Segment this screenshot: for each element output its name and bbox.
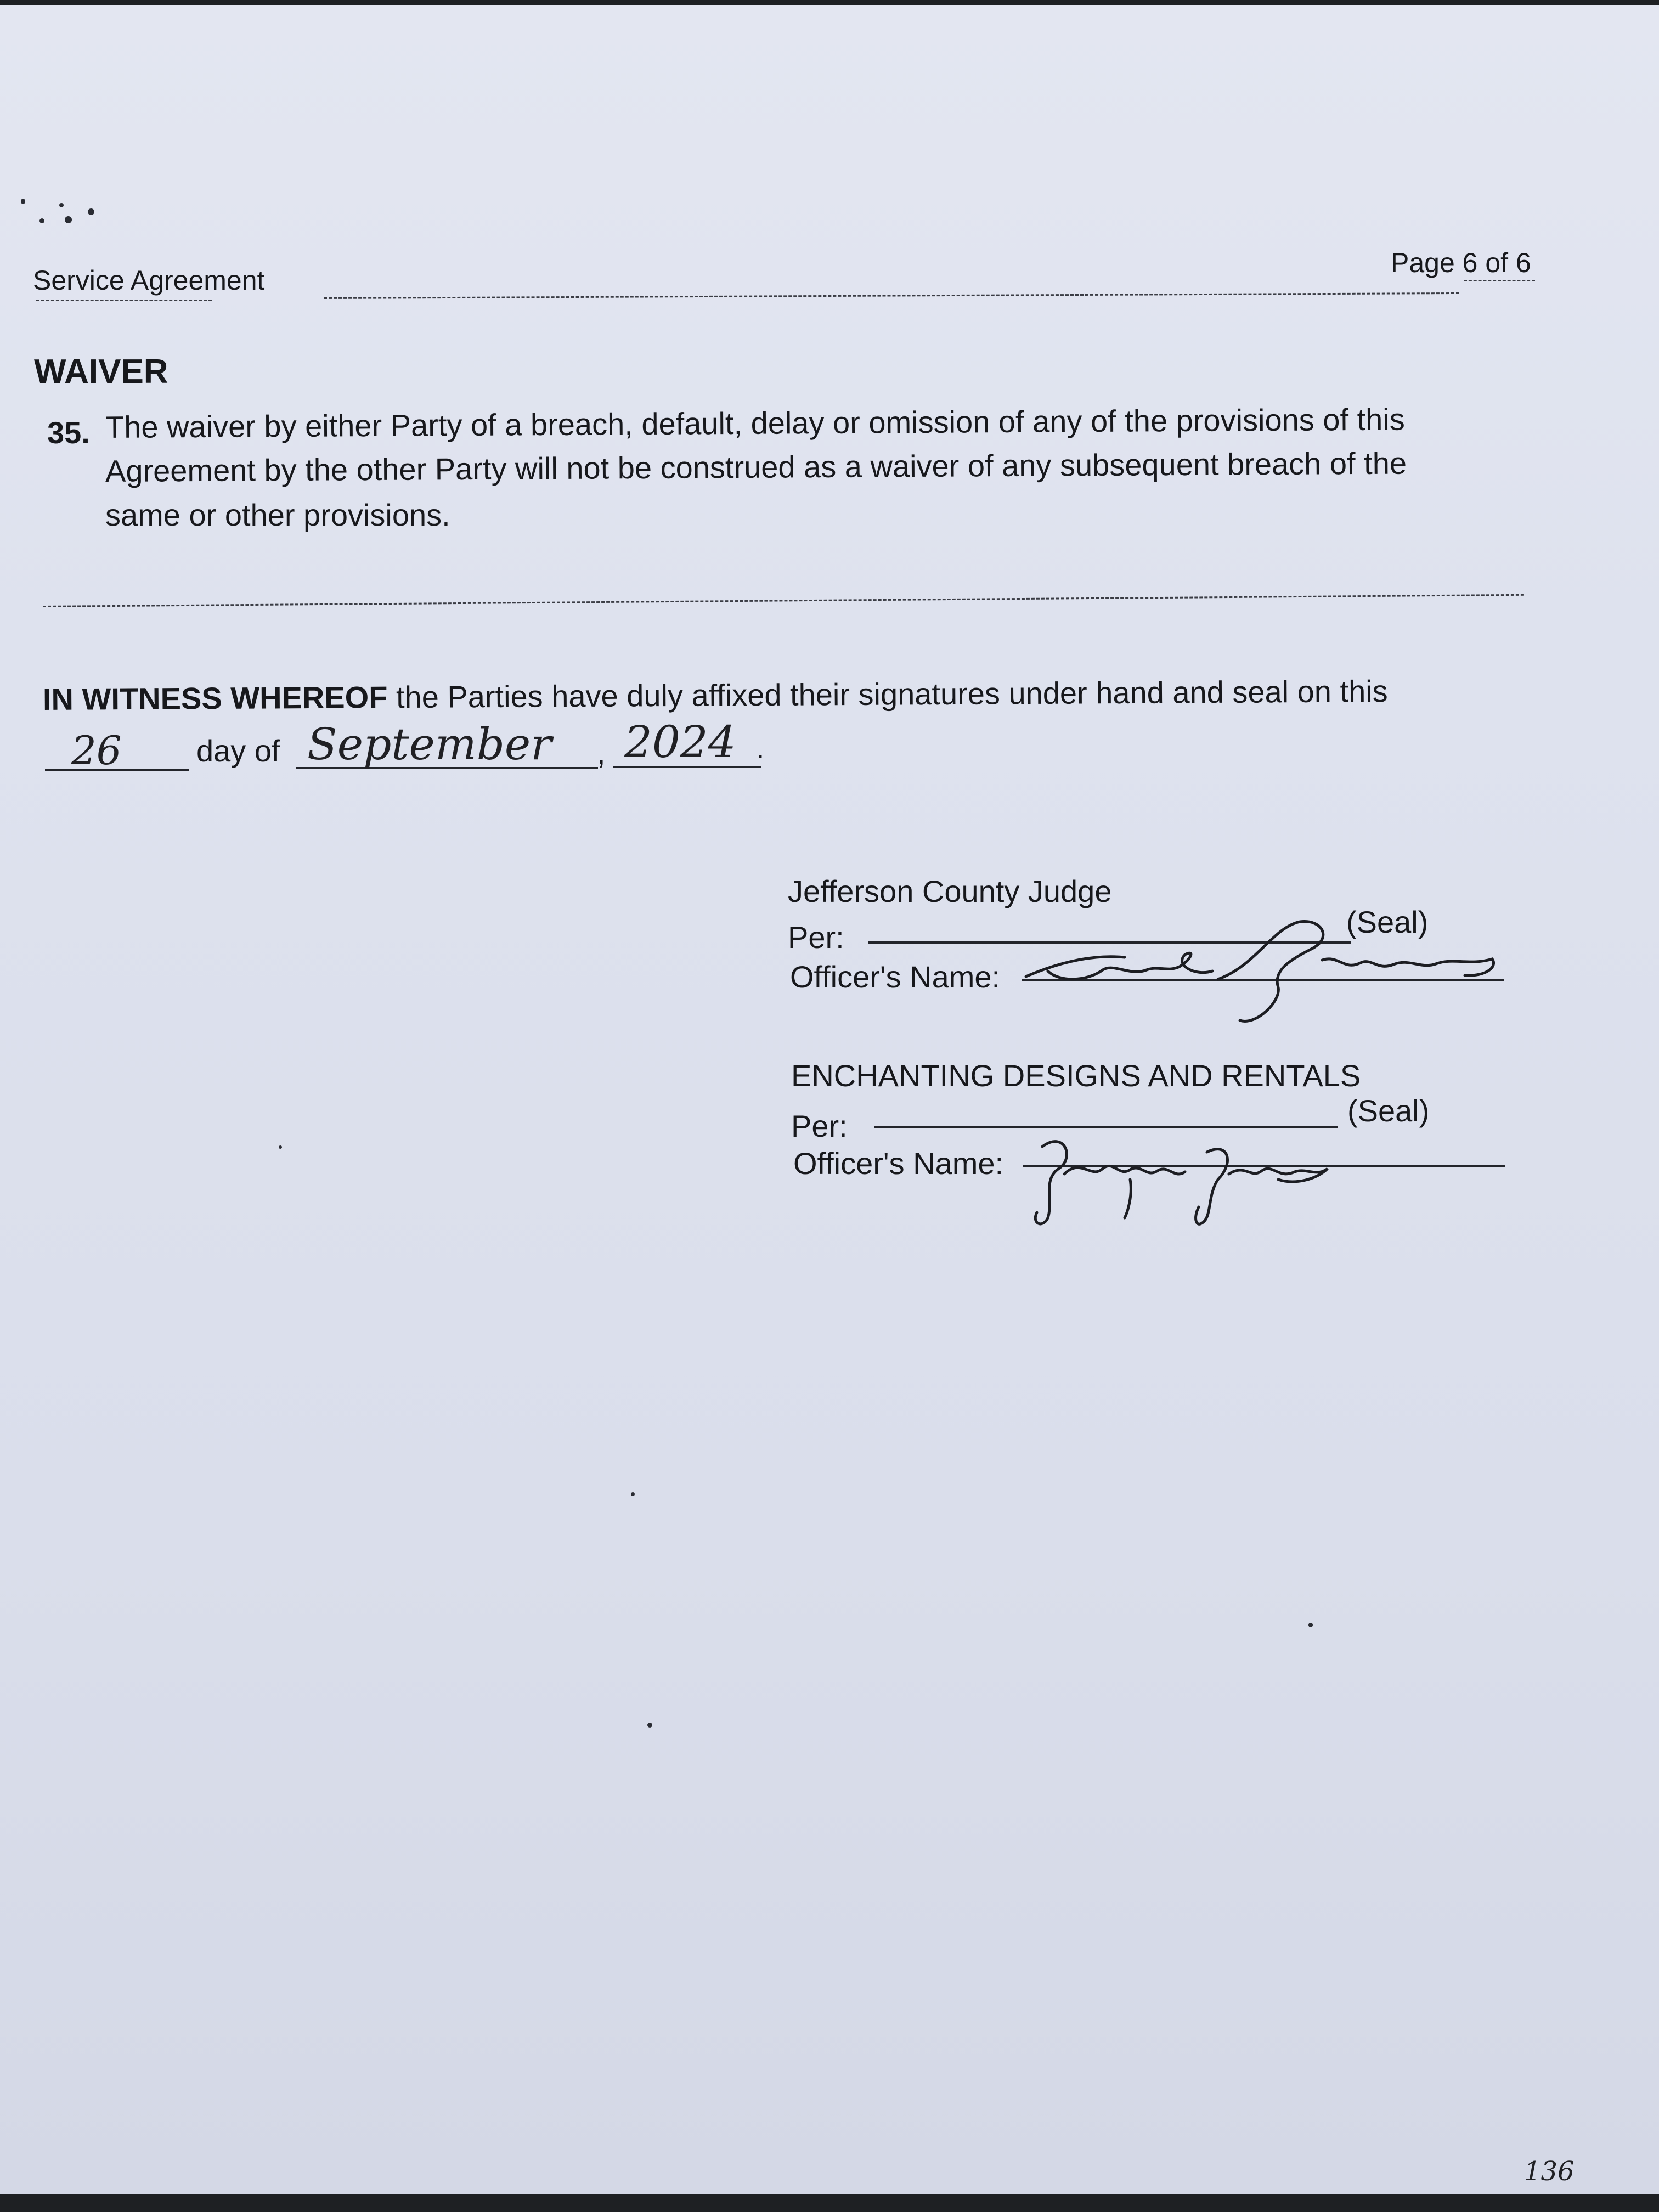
officer-label-county: Officer's Name:: [790, 960, 1001, 994]
clause-line-3: same or other provisions.: [105, 498, 450, 532]
clause-line-1: The waiver by either Party of a breach, default, delay or omission of any of the provisions of this: [105, 402, 1405, 444]
header-underline-left: [36, 300, 212, 301]
day-of-label: day of: [196, 733, 280, 768]
clause-number: 35.: [47, 415, 90, 450]
speck-mark: [65, 216, 72, 223]
document-page: [0, 5, 1659, 2194]
page-number-label: Page 6 of 6: [1391, 247, 1531, 278]
signature-county-officer: [1015, 905, 1509, 1031]
witness-lead: IN WITNESS WHEREOF: [42, 680, 388, 716]
officer-label-vendor: Officer's Name:: [793, 1146, 1004, 1181]
per-label-vendor: Per:: [791, 1109, 848, 1143]
per-label-county: Per:: [788, 920, 844, 955]
speck-mark: [1308, 1623, 1313, 1627]
seal-label-county: (Seal): [1346, 905, 1429, 939]
year-value: 2024: [624, 716, 736, 768]
clause-line-2: Agreement by the other Party will not be construed as a waiver of any subsequent breach of the: [105, 445, 1407, 488]
page-mark-handwritten: 136: [1524, 2156, 1575, 2187]
page-label-underline: [1464, 280, 1535, 281]
witness-text: the Parties have duly affixed their signatures under hand and seal on this: [387, 674, 1388, 715]
speck-mark: [88, 208, 94, 215]
speck-mark: [647, 1723, 652, 1728]
party-name-county: Jefferson County Judge: [788, 874, 1112, 909]
speck-mark: [59, 203, 64, 207]
day-value: 26: [71, 727, 122, 774]
speck-mark: [40, 218, 44, 223]
signature-vendor-officer: [1020, 1125, 1350, 1229]
party-name-vendor: ENCHANTING DESIGNS AND RENTALS: [791, 1058, 1361, 1093]
speck-mark: [631, 1492, 635, 1496]
section-divider: [43, 594, 1524, 607]
month-value: September: [307, 719, 552, 770]
speck-mark: [279, 1146, 282, 1149]
seal-label-vendor: (Seal): [1347, 1093, 1430, 1128]
date-comma: ,: [597, 736, 606, 770]
section-heading: WAIVER: [34, 353, 168, 391]
speck-mark: [21, 199, 25, 204]
witness-line: [43, 673, 1388, 717]
document-title: Service Agreement: [33, 265, 265, 296]
date-period: .: [756, 730, 765, 765]
header-rule: [324, 292, 1459, 299]
